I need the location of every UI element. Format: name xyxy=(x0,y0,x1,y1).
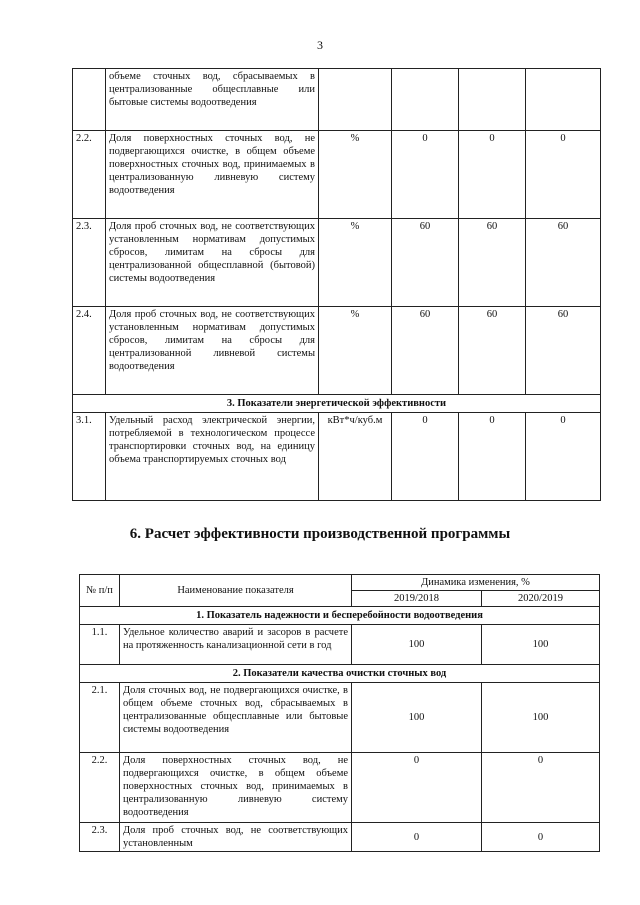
table-row xyxy=(80,823,600,852)
value-cell: 0 xyxy=(459,413,526,501)
value-cell: 0 xyxy=(392,413,459,501)
indicator-name: Доля проб сточных вод, не соответствующих установленным нормативам допустимых сбросов, лимитам на сбросы для централизованной ливневой системы водоотведения xyxy=(106,307,319,395)
indicator-name: объеме сточных вод, сбрасываемых в централизованные общесплавные или бытовые системы водоотведения xyxy=(106,69,319,131)
value-cell: 60 xyxy=(459,307,526,395)
section-title: 2. Показатели качества очистки сточных вод xyxy=(80,665,600,683)
section-row xyxy=(80,607,600,625)
table-row xyxy=(80,683,600,753)
col-header-name: Наименование показателя xyxy=(120,575,352,607)
value-cell: 100 xyxy=(482,625,600,665)
row-number: 1.1. xyxy=(80,625,120,665)
row-number xyxy=(73,69,106,131)
row-number: 2.2. xyxy=(73,131,106,219)
value-cell: 60 xyxy=(392,307,459,395)
value-cell xyxy=(526,69,601,131)
table-row xyxy=(73,413,601,501)
value-cell: 100 xyxy=(352,683,482,753)
section-row xyxy=(80,665,600,683)
indicator-name: Удельный расход электрической энергии, потребляемой в технологическом процессе транспортировки сточных вод, на единицу объема транспортируемых сточных вод xyxy=(106,413,319,501)
indicator-name: Доля сточных вод, не подвергающихся очистке, в общем объеме сточных вод, сбрасываемых в централизованные общесплавные или бытовые системы водоотведения xyxy=(120,683,352,753)
col-header-number: № п/п xyxy=(80,575,120,607)
unit-cell: % xyxy=(319,219,392,307)
table-row xyxy=(80,625,600,665)
row-number: 2.2. xyxy=(80,753,120,823)
table-row xyxy=(73,219,601,307)
row-number: 3.1. xyxy=(73,413,106,501)
section-heading: 6. Расчет эффективности производственной программы xyxy=(129,526,511,542)
col-header-dynamics: Динамика изменения, % xyxy=(352,575,600,591)
value-cell: 0 xyxy=(482,753,600,823)
value-cell: 0 xyxy=(352,823,482,852)
value-cell: 60 xyxy=(526,219,601,307)
efficiency-table xyxy=(79,574,600,852)
value-cell: 0 xyxy=(482,823,600,852)
page-number: 3 xyxy=(317,38,323,52)
col-header-year: 2019/2018 xyxy=(352,591,482,607)
row-number: 2.4. xyxy=(73,307,106,395)
indicator-name: Доля проб сточных вод, не соответствующих установленным xyxy=(120,823,352,852)
value-cell: 60 xyxy=(392,219,459,307)
unit-cell: % xyxy=(319,131,392,219)
value-cell: 0 xyxy=(526,413,601,501)
indicator-name: Доля поверхностных сточных вод, не подвергающихся очистке, в общем объеме поверхностных сточных вод, принимаемых в централизованную ливневую систему водоотведения xyxy=(120,753,352,823)
value-cell: 0 xyxy=(459,131,526,219)
section-title: 1. Показатель надежности и бесперебойности водоотведения xyxy=(80,607,600,625)
indicator-name: Доля поверхностных сточных вод, не подвергающихся очистке, в общем объеме поверхностных сточных вод, принимаемых в централизованную ливневую систему водоотведения xyxy=(106,131,319,219)
col-header-year: 2020/2019 xyxy=(482,591,600,607)
unit-cell: кВт*ч/куб.м xyxy=(319,413,392,501)
unit-cell: % xyxy=(319,307,392,395)
table-row xyxy=(73,131,601,219)
row-number: 2.3. xyxy=(80,823,120,852)
header-row xyxy=(80,575,600,591)
table-row xyxy=(73,69,601,131)
section-title: 3. Показатели энергетической эффективности xyxy=(73,395,601,413)
value-cell: 0 xyxy=(392,131,459,219)
value-cell: 100 xyxy=(482,683,600,753)
unit-cell xyxy=(319,69,392,131)
indicators-table xyxy=(72,68,601,501)
value-cell: 60 xyxy=(526,307,601,395)
value-cell: 0 xyxy=(526,131,601,219)
value-cell: 60 xyxy=(459,219,526,307)
row-number: 2.3. xyxy=(73,219,106,307)
value-cell: 100 xyxy=(352,625,482,665)
value-cell xyxy=(392,69,459,131)
indicator-name: Доля проб сточных вод, не соответствующих установленным нормативам допустимых сбросов, лимитам на сбросы для централизованной общесплавной (бытовой) системы водоотведения xyxy=(106,219,319,307)
section-row xyxy=(73,395,601,413)
table-row xyxy=(80,753,600,823)
value-cell: 0 xyxy=(352,753,482,823)
row-number: 2.1. xyxy=(80,683,120,753)
value-cell xyxy=(459,69,526,131)
indicator-name: Удельное количество аварий и засоров в расчете на протяженность канализационной сети в год xyxy=(120,625,352,665)
table-row xyxy=(73,307,601,395)
